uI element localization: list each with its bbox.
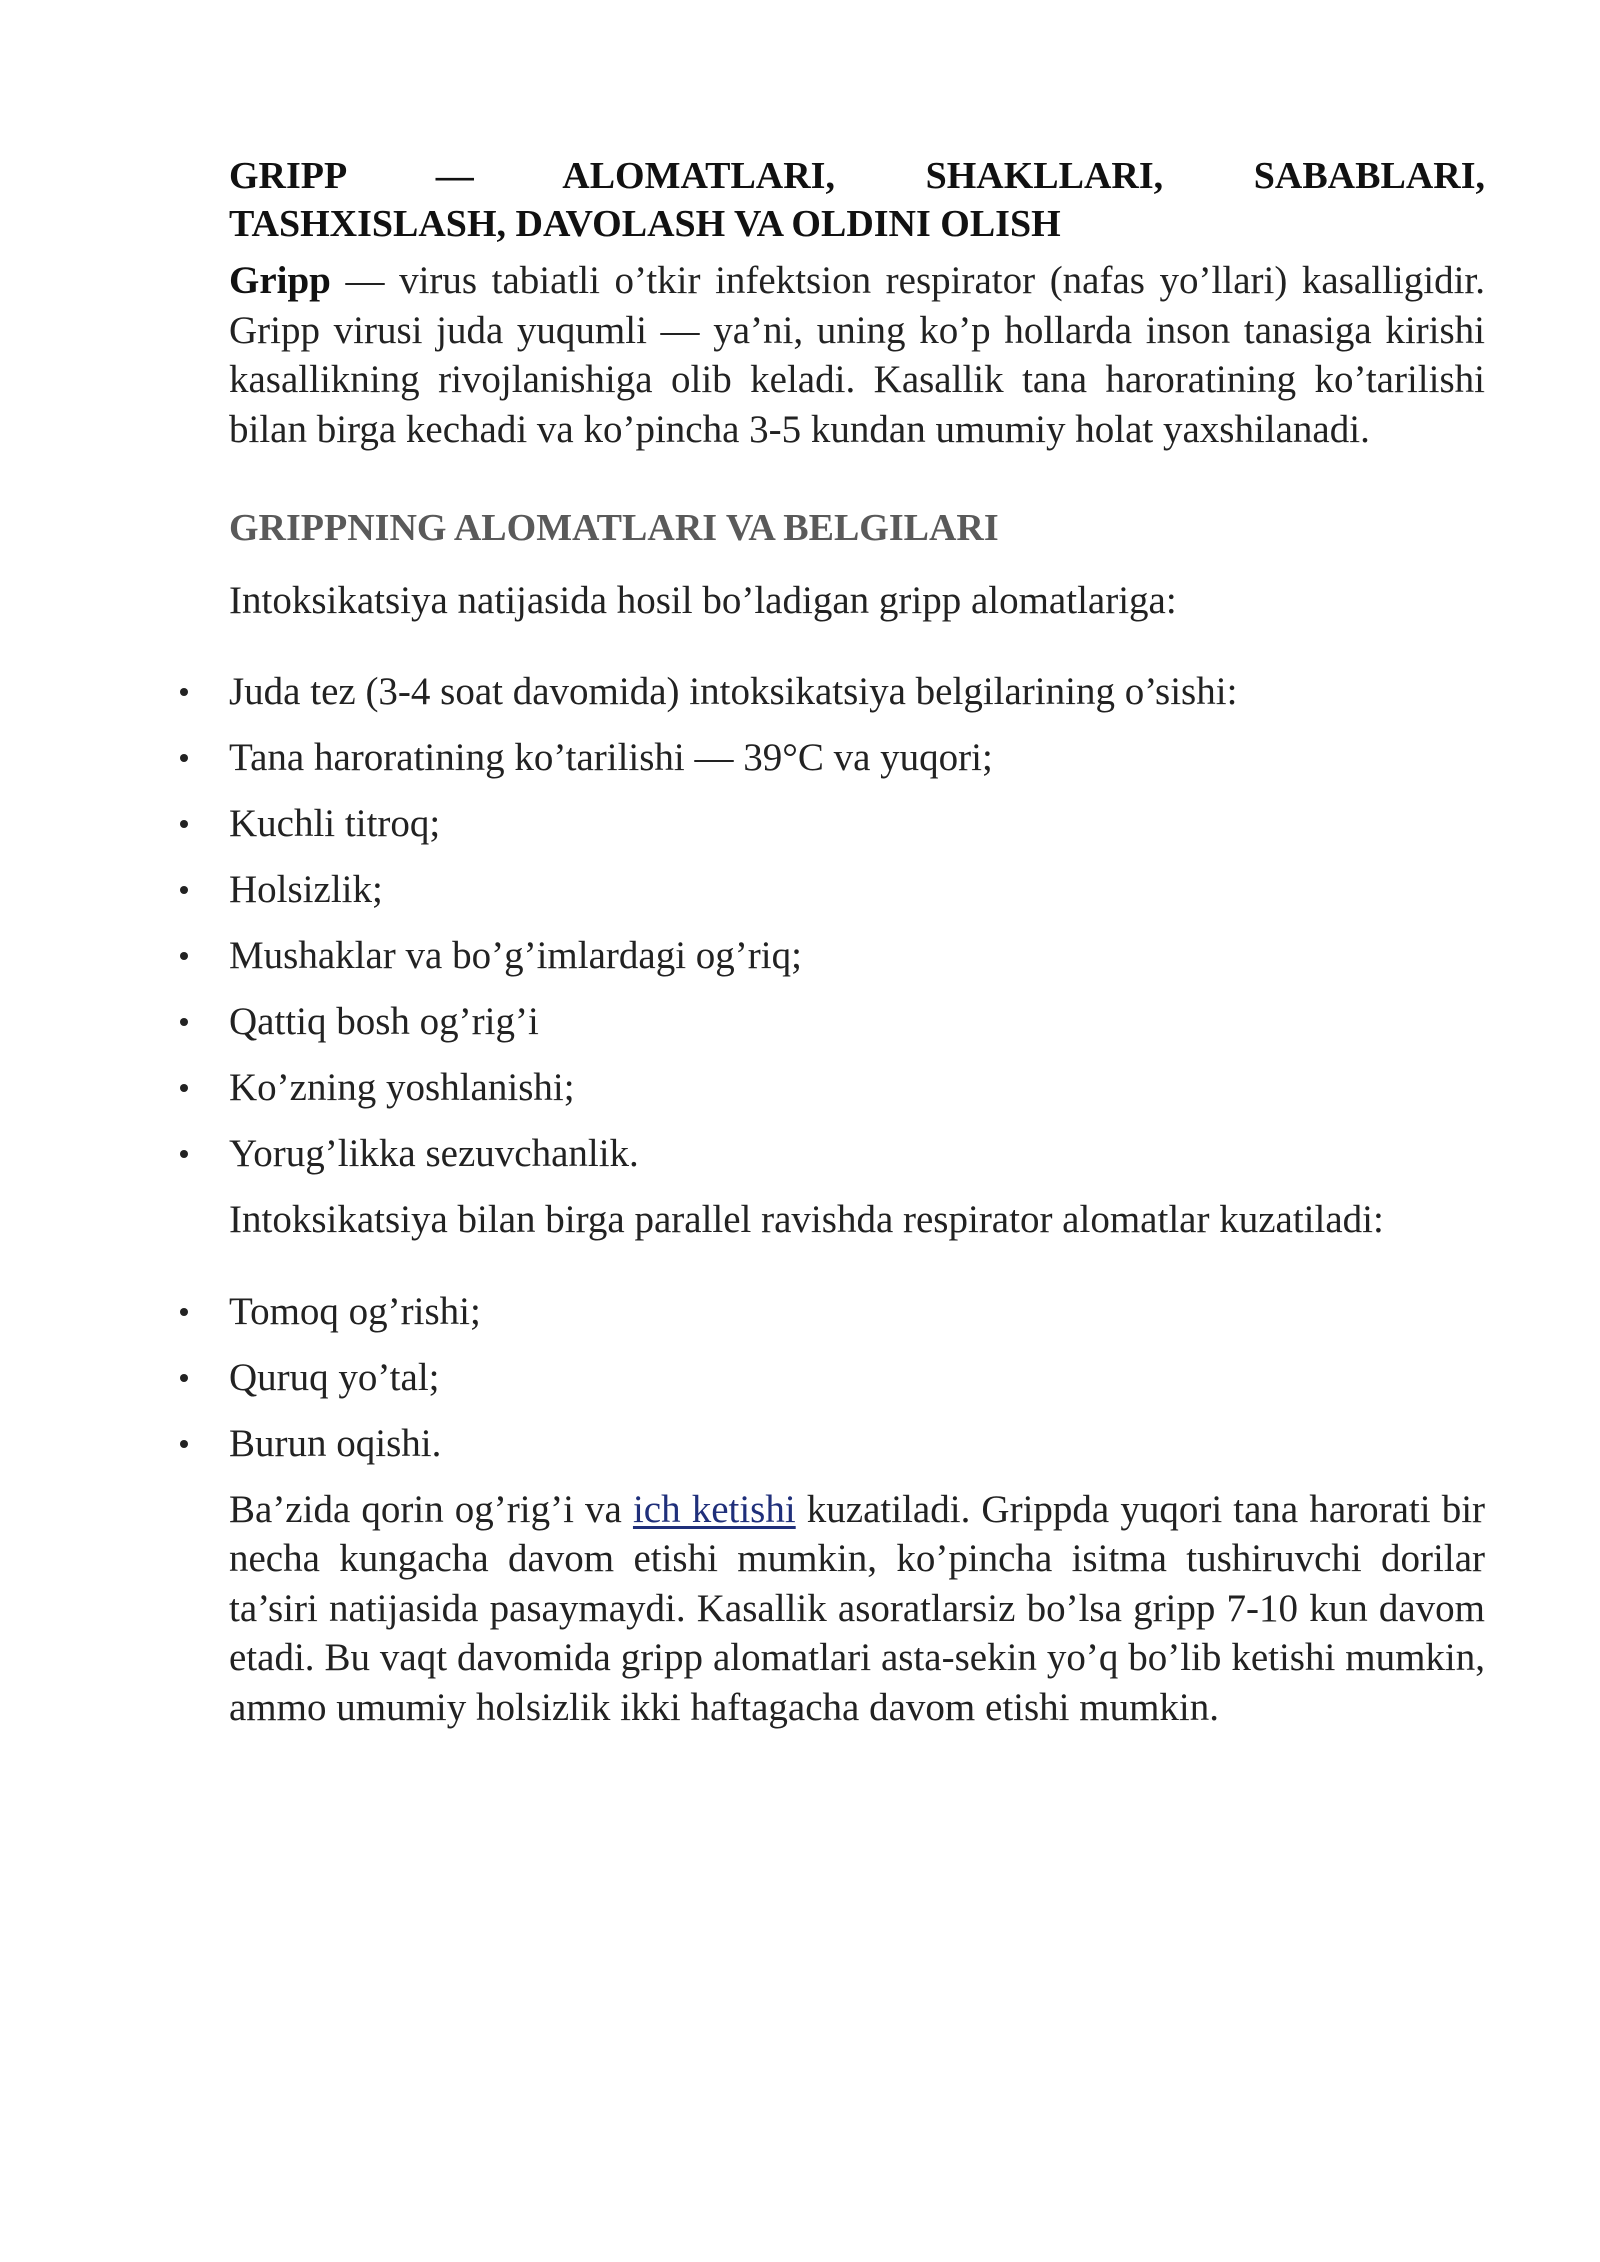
symptom-item <box>229 1063 1485 1112</box>
list-item-text: Holsizlik; <box>229 868 383 911</box>
list-item-text: Ko’zning yoshlanishi; <box>229 1066 575 1109</box>
symptom-item <box>229 667 1485 716</box>
bullet-icon <box>180 1440 188 1448</box>
respiratory-lead: Intoksikatsiya bilan birga parallel ravishda respirator alomatlar kuzatiladi: <box>229 1198 1384 1241</box>
intro-term: Gripp <box>229 259 331 302</box>
symptom-item <box>229 799 1485 848</box>
list-item-text: Quruq yo’tal; <box>229 1355 440 1399</box>
symptom-item <box>229 931 1485 980</box>
list-item-text: Qattiq bosh og’rig’i <box>229 1000 539 1043</box>
list-item-text: Yorug’likka sezuvchanlik. <box>229 1132 639 1175</box>
bullet-icon <box>180 754 188 762</box>
list-item-text: Burun oqishi. <box>229 1421 442 1465</box>
respiratory-item <box>229 1353 1485 1402</box>
list-item-text: Tomoq og’rishi; <box>229 1289 481 1333</box>
symptom-item <box>229 733 1485 782</box>
title-line-2: TASHXISLASH, DAVOLASH VA OLDINI OLISH <box>229 203 1061 245</box>
section-heading: GRIPPNING ALOMATLARI VA BELGILARI <box>229 507 999 549</box>
ich-ketishi-link[interactable]: ich ketishi <box>632 1487 796 1531</box>
document-title <box>229 152 1485 248</box>
bullet-icon <box>180 1018 188 1026</box>
closing-text-start: Ba’zida qorin og’rig’i va <box>229 1487 633 1531</box>
list-item-text: Juda tez (3-4 soat davomida) intoksikatsiya belgilarining o’sishi: <box>229 670 1238 713</box>
closing-text-end: kuzatiladi. Grippda yuqori tana harorati bir necha kungacha davom etishi mumkin, ko’pincha isitma tushiruvchi dorilar ta’siri natijasida pasaymaydi. Kasallik asoratlarsiz bo’lsa gripp 7-10 kun davom etadi. Bu vaqt davomida gripp alomatlari asta-sekin yo’q bo’lib ketishi mumkin, ammo umumiy holsizlik ikki haftagacha davom etishi mumkin. <box>229 1487 1486 1729</box>
title-line-1: GRIPP — ALOMATLARI, SHAKLLARI, SABABLARI, <box>229 155 1485 197</box>
bullet-icon <box>180 688 188 696</box>
bullet-icon <box>180 820 188 828</box>
bullet-icon <box>180 1308 188 1316</box>
symptom-item <box>229 997 1485 1046</box>
list-item-text: Kuchli titroq; <box>229 802 441 845</box>
symptom-item <box>229 865 1485 914</box>
respiratory-item <box>229 1287 1485 1336</box>
respiratory-item <box>229 1419 1485 1468</box>
respiratory-symptom-list <box>229 1287 1485 1468</box>
list-item-text: Tana haroratining ko’tarilishi — 39°C va yuqori; <box>229 736 993 779</box>
bullet-icon <box>180 1374 188 1382</box>
bullet-icon <box>180 886 188 894</box>
symptom-list <box>229 667 1485 1178</box>
list-item-text: Mushaklar va bo’g’imlardagi og’riq; <box>229 934 802 977</box>
symptoms-lead: Intoksikatsiya natijasida hosil bo’ladigan gripp alomatlariga: <box>229 579 1177 622</box>
bullet-icon <box>180 1150 188 1158</box>
symptom-item <box>229 1129 1485 1178</box>
bullet-icon <box>180 1084 188 1092</box>
intro-paragraph <box>229 256 1485 454</box>
document-content <box>229 152 1485 1732</box>
bullet-icon <box>180 952 188 960</box>
intro-text: — virus tabiatli o’tkir infektsion respirator (nafas yo’llari) kasalligidir. Gripp virusi juda yuqumli — ya’ni, uning ko’p hollarda inson tanasiga kirishi kasallikning rivojlanishiga olib keladi. Kasallik tana haroratining ko’tarilishi bilan birga kechadi va ko’pincha 3-5 kundan umumiy holat yaxshilanadi. <box>229 259 1485 451</box>
closing-paragraph <box>229 1485 1485 1733</box>
